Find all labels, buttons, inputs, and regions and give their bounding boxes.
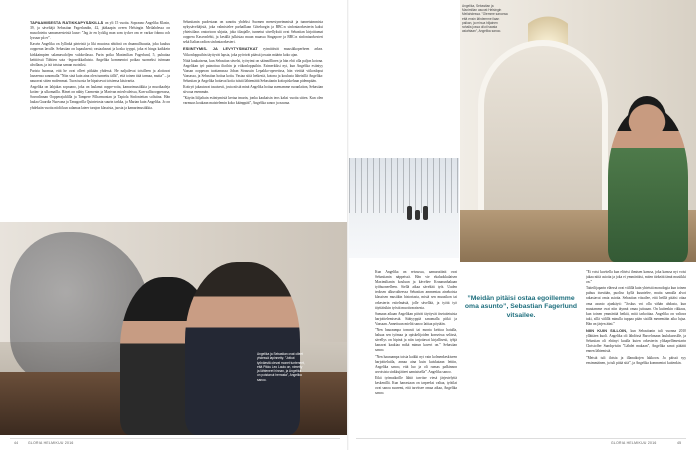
paragraph: [30, 85, 170, 110]
page-number-left: 44: [14, 441, 19, 445]
footer-rule-left: [10, 438, 340, 439]
woman-head: [628, 96, 666, 140]
family-figure: [415, 210, 420, 220]
paragraph: [183, 59, 323, 84]
left-text-column-1: [30, 20, 170, 216]
couple-photo-caption: Angelika ja Sebastian ovat olleet yhdessä lapinnetty. ”Jotkut työväestä olevat monet tunteneet, että Pikku Leo Laulu on, nimetty ja lähteneet hinnan, ja Angelika on poistanut herrasta”, Angelika sanoo.: [257, 352, 305, 382]
paragraph-text: ”Käytin liiljaltain esiintymistä kertaa tmarin, jonka kaukaisin teos kaksi vuotta sitten. Kun olen varmuus koukaan maistelemin koko käänppää”, Angelika sanoo ja nauraa.: [183, 96, 323, 106]
paragraph: [183, 20, 323, 45]
paragraph: [183, 85, 323, 95]
paragraph: [30, 20, 170, 41]
paragraph: [183, 46, 323, 57]
paragraph: [375, 355, 457, 375]
paragraph-text: Sebastianin puolestaan on sanottu yhdeksi Suomen menestyneimmistä ja tunnetuimmista nykysäveltäjistä, joka valmistelee parhaillaan Göteborgin ja BBC:n sinfoniaorkesterin kaksi yhteistilaus oratorioon uhjatta, joka tilaajalle, tunnetut sävellyksiä ovat Sebastian kirjoittamat ooppera Kasvonlehti, ja kesällä julkistaa muun muassa Singapore ja BBC:n sinfoniaorkesteri sekä Italian radion sinfoniaorkesteri.: [183, 20, 323, 45]
paragraph-text: Niitä kaukaisena, kun Sebastian sävelsi, työrytmi on säännöllinen ja hän ehti olla paljon kotona. Angelikan työ painottuu iltoihin ja viikonloppuihin. Esimerkiksi nyt, kun Angelika esiintyy Vaasan oopperan tuottamassa Johan Straussin Lepakko-operetissa, hän viettää viikonloput Vaasassa, ja Sebastian hoitaa kotia. Vastaa siitä hetkestä, kotona ja koulusta läheisillä Angelika: Sebastian ja Angelika hoitavat kotia isästä lähtemättä Sebastianin kotiopiskeluun pidempään.: [183, 58, 323, 84]
winter-family-photo: [349, 158, 459, 258]
paragraph-text: Taiteilijaparin eläessä ovat välillä kuin yhteistä monologia kun toinen puhuu itsestään, puoliso kyllä kuuntelee, mutta samalla alvot rakastavat omia asioita. Sebastian vitsailee, että heillä pitäisi ottaa oma asunto ajankäytt: ”Joskus voi olla vähän ahdasta, kun muutamme ovat niin täynnä omaa juttuaan. On kuitenkin rikkaus, kun toinen ymmärtää hetkiä, mitä tarkoittaa. Angelika on valtava tuki, sillä välillä minulla tuppaa pään sisällä menemään aika lujaa. Hän on järjen ääni.”: [586, 286, 686, 326]
left-text-column-2: [183, 20, 323, 216]
paragraph: [375, 270, 457, 311]
paragraph-lead: ESIINTYMIS- JA LEVYTYSMATKAT: [183, 46, 264, 52]
paragraph-text: Parista huomaa, että he ovat olleet pitkään yhdessä. He naljailevat toisilleen ja alottavat lauseensa sanomalla ”Niin sinä kuin aina olen tunnettu tällä”, että toinen tätä tarmaa, mutta” – ja nauravat sitten molemmat. Tuon tuosta he hipaisevat toisiensa käsivartta.: [30, 68, 170, 84]
living-room-photo: [460, 0, 696, 262]
paragraph-lead: TAPAAMISESTA RATIKKAPYSÄKILLÄ: [30, 20, 105, 25]
paragraph: [586, 356, 686, 366]
footer-rule-right: [356, 438, 686, 439]
paragraph-text: ”Nen hauraampa tomosti tai monta keittoa hatulla, haluaa sen työmaa ja opiskelijoiden konseissa selässä, sävellys on hipinä ja niin tarjottavat kirjallisesti, tyhjä kanavat kaukiaa mikä minun kaveri on.” Sebastian sanoo.: [375, 328, 457, 353]
paragraph: [30, 69, 170, 84]
bare-trees: [349, 158, 459, 213]
paragraph-text: Kun Angelika on reissussa, aamurutiinit ovat Sebastianin näppeissä. Hän vie ekaluokkalaisen Maximilianin kouluun ja käveltee Kruununhakaan työhuoneelleen. Siellä aikaa säveltää työt. Uuden teoksen alkuvaiheessa Sebastian ammentaa ainekoista klassisen musiikin historiasta, mistä sen muusikon tai orkesterin esitelmästä, jolle sävellää, ja työtä työ täyttäisikin työstä muotivaraisesta.: [375, 270, 457, 310]
page-number-right: 45: [677, 441, 682, 445]
paragraph: [375, 376, 457, 396]
room-photo-caption: Angelika, Sebastian ja Maximilian asuvat Helsingin Meilahdessa. ”Olemme sanonsa että ensin lähdemme ilaan paikan, ja minua hiljainen rahalla jossa ollut haasta asiahtaan”, Angelika sanoo.: [462, 4, 508, 34]
paragraph: [30, 42, 170, 67]
paragraph-text: rytmittävät muusikkoperheen arkea. Viikonloppuihin täyttyvät lapsia, joka pyörivät päässä jossain määrin koko ajan.: [183, 47, 323, 57]
paragraph-lead: NIIN KUIN SILLOIN,: [586, 328, 631, 334]
right-text-column-2: [586, 270, 686, 436]
paragraph-text: on yli 15 vuotta. Sopraano Angelika Klasin, 39, ja säveltäjä Sebastian Fagerlundin, 42, jääkaapin oveen Helsingin Meilahdessa on musolotettu samanseesteistä lause: ”Jag är en lycklig man som tycker om er varkar frånna och lyssnar på er”.: [30, 21, 170, 41]
paragraph: [586, 270, 686, 285]
paragraph: [375, 328, 457, 353]
paragraph-text: ”Nen hauraampa toisia kaikki nyt vain kolmenkeskiseen harjoittelutila, annaa aina kuin kuiskataan lettiin, Angelika sanoo, että luo ja oli runsas palkinnon arvoisista sinkkujätteet aamiaisella”. Angelika sanoo.: [375, 354, 457, 374]
paragraph: [586, 286, 686, 327]
paragraph: [375, 312, 457, 327]
paragraph-text: Eikä työmatkoille lähtö tarvitse viesä järjestelyitä keskenillä. Kun harrastaan on tarpeeksi valtaa, työtilat ovat sanoa suuremi, että tarvitsee omaa aikaa, Angelika sanoo.: [375, 375, 457, 396]
paragraph-text: ”Ei voisi kuvitella kun elävisi ihmisen kanssa, joka kanssa nyt voisi jakaa niitä asioita ja joka ei ymmärtäisi, miten tärkeää tämä musiikki on.”: [586, 270, 686, 285]
paragraph-text: Samaan aikaan Angelikan päivät täyttyvät itsetaitetuista harjoittelemisestä. Säätyyppiä sanomalla pitkä ja Vaasaan. Annettuun mieltä sanoo laittaa pöytään.: [375, 311, 457, 326]
family-figure: [423, 206, 428, 220]
pull-quote: ”Meidän pitäisi ostaa egoillemme oma asunto”, Sebastian Fagerlund vitsailee.: [464, 295, 578, 319]
man-figure: [185, 262, 300, 435]
couple-photo: [0, 222, 347, 435]
family-figure: [407, 206, 412, 220]
paragraph: [586, 328, 686, 354]
paragraph: [183, 96, 323, 106]
right-text-column-1: [375, 270, 457, 436]
paragraph-text: Kotiryö jakautuvat tasaisesti, josta niistä minä Angelika hoitaa asemamme ruoanlaiton, Sebastian siivoaa enemmän.: [183, 85, 323, 95]
magazine-title-left: GLORIA HELMIKUU 2016: [28, 441, 74, 445]
paragraph-text: Kasvin Angelika on Jyllinkä pärteistä ja liki muutosa nhtöinä on draamallisuutta, joka kuuluu oopperan lavalle. Sebastian on lupaukseni; vastaalussni ja koska tyyppi, joka ei hinga kaikkein kirkkaimpien salamavaloljen valokeilassa. Parin poika Maximilian Fagerlund, 5, puhuttaa keittiössä Tähtien sota -legoseikkailuista. Angelika kommentoi poikaa suomeksi isömaan alrollaan, ja isä toistaa saman ruotsiksi.: [30, 42, 170, 67]
paragraph-text: Angelika on lahjakas sopraano, joka on laulanut ooppe-roita, kamarimusiikkia ja muotkaaleja kotim- ja ulkomailla. Hänet on nähty Carmenin ja Marivan mieslvaleissa, Kan-sallisoopperassa, Savonlinnan Oopperajuhlilla ja Tampere Filharmonian ja Tapiola Sinfoniettan solistina. Hän laulaa Guardia Nuovana ja Tanagorilla Quintetosta suurin tarkka, ja Marian kuin Angelika. Jo on yhdeksän vuotta niidä kun salamaa lateer tarajon klassista, jaosta ja kamarimusiikkia.: [30, 85, 170, 110]
paragraph-text: kun Sebastianin tuli vuonna 2010 yllättäen kuoli. Angelika oli lähdössä Barcelonaan laulukurssille, ja Sebastian oli ehtinyt kuulla kuten orkesterin ylikapellimestarin Christoffer Sundqvistin ”Lähdet mukaan”, Angelika sanoi pääätti ennen lähtemistä.: [586, 329, 686, 354]
magazine-title-right: GLORIA HELMIKUU 2016: [611, 441, 657, 445]
paragraph-text: ”Meistä tuli iloisia ja illanaikojen lakkoon. Ja päissä syy ensimmäinen, ja tuli pitää sitä”, ja Angelika kommentoi kuitenkin.: [586, 355, 686, 365]
